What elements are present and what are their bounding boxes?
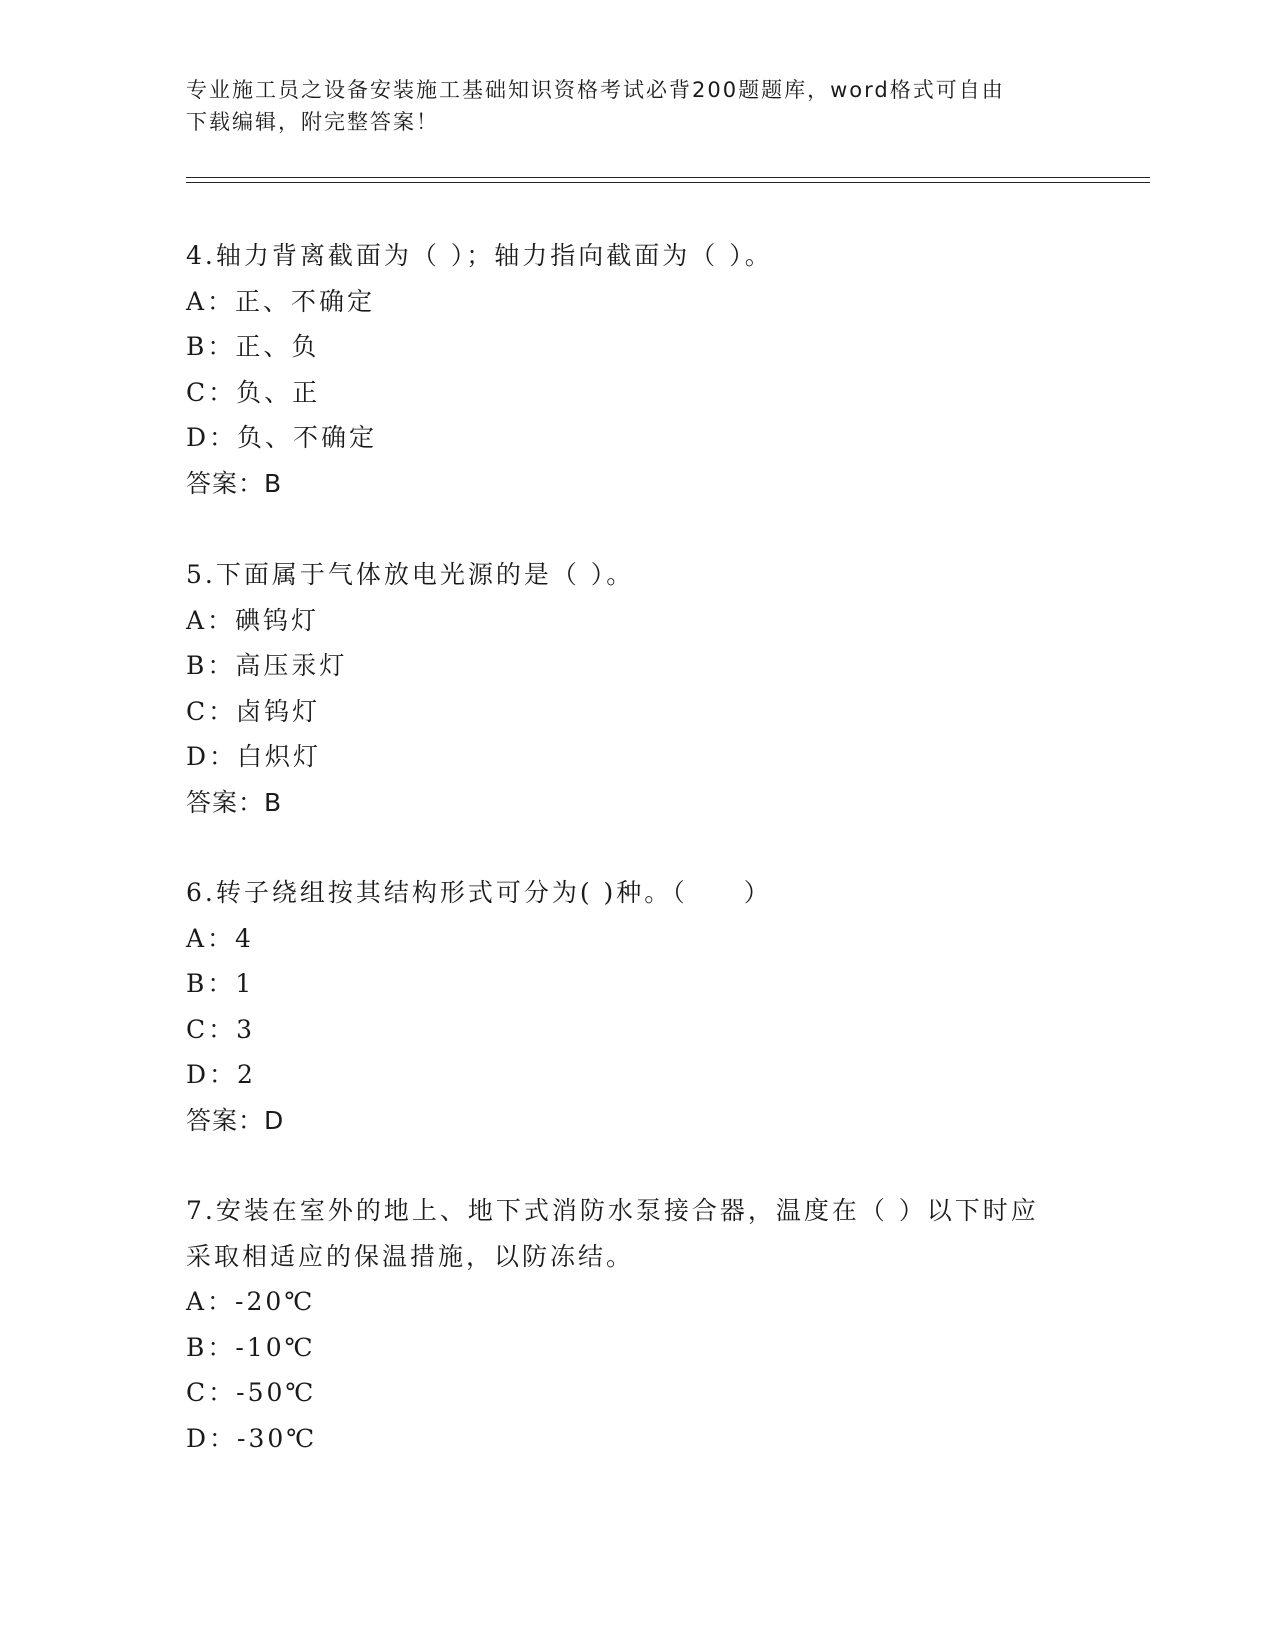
option-d: D：负、不确定 [186, 423, 378, 452]
answer-label: 答案：B [186, 468, 283, 498]
question-7 [186, 1188, 1086, 1461]
option-c: C：负、正 [186, 377, 321, 407]
option-d: D：2 [186, 1060, 256, 1089]
option-c: C：卤钨灯 [186, 696, 321, 726]
question-4 [186, 233, 1086, 506]
option-b: B：1 [186, 969, 255, 998]
question-5 [186, 552, 1086, 825]
header-title-line-2: 下载编辑，附完整答案！ [186, 110, 439, 134]
document-header [186, 74, 1086, 138]
option-b: B：-10℃ [186, 1332, 316, 1362]
header-divider-top [186, 177, 1150, 178]
option-c: C：-50℃ [186, 1378, 317, 1407]
option-b: B：正、负 [186, 332, 320, 361]
option-a: A：-20℃ [186, 1287, 316, 1316]
option-a: A：4 [186, 923, 254, 953]
answer-label: 答案：B [186, 787, 283, 817]
answer-label: 答案：D [186, 1105, 285, 1135]
header-title-line-1: 专业施工员之设备安装施工基础知识资格考试必背200题题库，word格式可自由 [186, 78, 1005, 102]
option-a: A：碘钨灯 [186, 605, 320, 635]
question-stem-line-1: 7.安装在室外的地上、地下式消防水泵接合器，温度在（ ）以下时应 [186, 1196, 1039, 1225]
question-stem-line-2: 采取相适应的保温措施，以防冻结。 [186, 1241, 635, 1271]
question-6 [186, 870, 1086, 1143]
option-a: A：正、不确定 [186, 286, 376, 316]
question-stem: 6.转子绕组按其结构形式可分为( )种。（ ） [186, 878, 772, 907]
option-b: B：高压汞灯 [186, 651, 348, 680]
header-divider-bottom [186, 182, 1150, 183]
option-c: C：3 [186, 1014, 256, 1044]
question-stem: 4.轴力背离截面为（ ）；轴力指向截面为（ ）。 [186, 241, 773, 270]
question-stem: 5.下面属于气体放电光源的是（ ）。 [186, 560, 635, 589]
option-d: D：-30℃ [186, 1423, 318, 1453]
option-d: D：白炽灯 [186, 742, 322, 771]
